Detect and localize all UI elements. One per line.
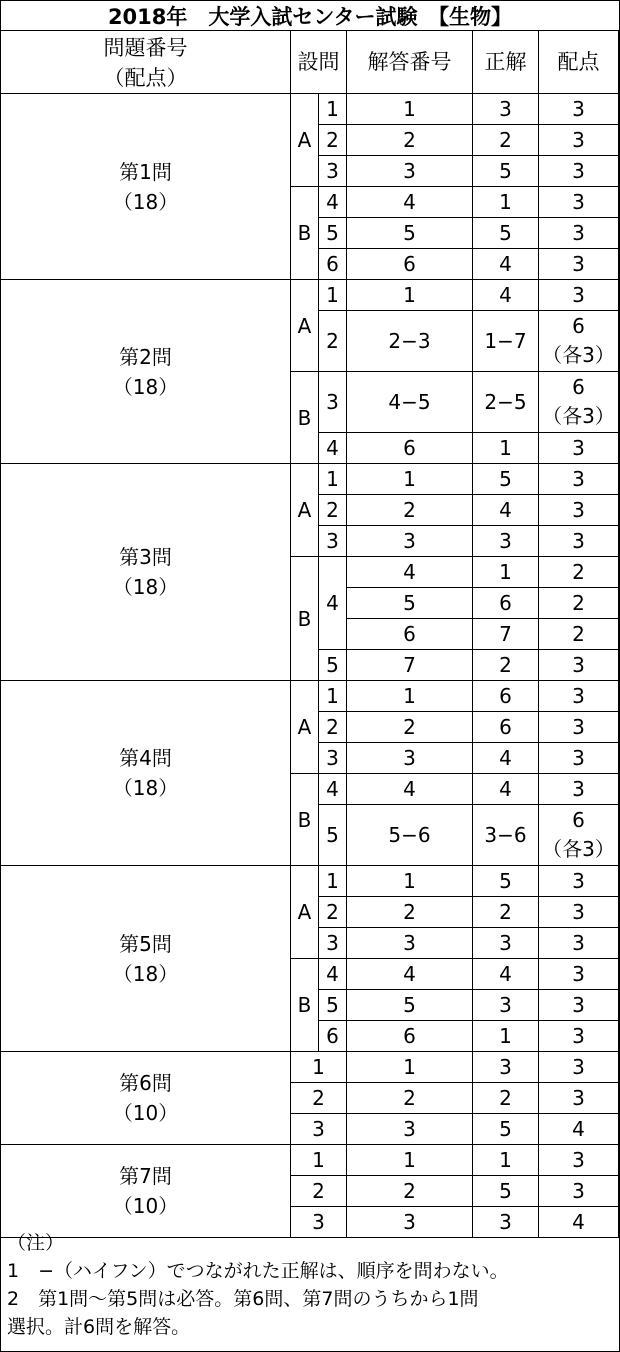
question-cell: 5 — [319, 650, 347, 681]
correct-answer-cell: 5 — [473, 1114, 539, 1145]
question-cell: 2 — [291, 1176, 347, 1207]
question-cell: 1 — [319, 866, 347, 897]
answer-number-cell: 4 — [347, 557, 473, 588]
correct-answer-cell: 3 — [473, 1207, 539, 1238]
correct-answer-cell: 1−7 — [473, 311, 539, 372]
section-label: 第7問 — [119, 1164, 172, 1188]
answer-number-cell: 1 — [347, 1052, 473, 1083]
section-cell — [1, 866, 291, 1052]
question-cell: 1 — [319, 280, 347, 311]
points-cell: 3 — [539, 897, 619, 928]
question-cell: 2 — [319, 125, 347, 156]
points-cell: 3 — [539, 249, 619, 280]
question-cell: 5 — [319, 805, 347, 866]
points-cell: 3 — [539, 681, 619, 712]
question-cell: 4 — [319, 433, 347, 464]
notes — [1, 1229, 619, 1341]
answer-number-cell: 3 — [347, 1114, 473, 1145]
points-cell: 4 — [539, 1114, 619, 1145]
answer-number-cell: 6 — [347, 1021, 473, 1052]
answer-number-cell: 2−3 — [347, 311, 473, 372]
correct-answer-cell: 4 — [473, 495, 539, 526]
points-cell: 3 — [539, 495, 619, 526]
question-cell: 1 — [319, 94, 347, 125]
points-cell: 3 — [539, 1083, 619, 1114]
question-cell: 5 — [319, 990, 347, 1021]
answer-number-cell: 2 — [347, 125, 473, 156]
points-cell: 2 — [539, 557, 619, 588]
section-points: （10） — [112, 1101, 179, 1125]
correct-answer-cell: 5 — [473, 866, 539, 897]
points-cell: 3 — [539, 526, 619, 557]
question-cell: 2 — [319, 311, 347, 372]
answer-number-cell: 4 — [347, 187, 473, 218]
section-cell — [1, 1145, 291, 1238]
group-cell: B — [291, 372, 319, 464]
correct-answer-cell: 1 — [473, 557, 539, 588]
header-haiten-paren: （配点） — [103, 66, 188, 90]
header-setsumon: 設問 — [291, 31, 347, 94]
correct-answer-cell: 6 — [473, 681, 539, 712]
group-cell: B — [291, 774, 319, 866]
points-cell: 3 — [539, 1176, 619, 1207]
note-2: 2 第1問〜第5問は必答。第6問、第7問のうちから1問 — [7, 1288, 479, 1310]
question-cell: 4 — [319, 187, 347, 218]
points-cell: 3 — [539, 774, 619, 805]
header-haiten: 配点 — [539, 31, 619, 94]
group-cell: A — [291, 94, 319, 187]
header-mondai-label: 問題番号 — [103, 36, 188, 60]
section-cell — [1, 94, 291, 280]
correct-answer-cell: 4 — [473, 280, 539, 311]
correct-answer-cell: 6 — [473, 588, 539, 619]
question-cell: 3 — [291, 1207, 347, 1238]
points-cell: 3 — [539, 1052, 619, 1083]
correct-answer-cell: 5 — [473, 1176, 539, 1207]
question-cell: 3 — [319, 526, 347, 557]
correct-answer-cell: 5 — [473, 156, 539, 187]
answer-number-cell: 2 — [347, 1083, 473, 1114]
section-points: （18） — [112, 374, 179, 399]
question-cell: 3 — [319, 156, 347, 187]
question-cell: 1 — [291, 1145, 347, 1176]
answer-number-cell: 2 — [347, 1176, 473, 1207]
question-cell: 4 — [319, 959, 347, 990]
correct-answer-cell: 1 — [473, 1145, 539, 1176]
points-cell: 3 — [539, 1145, 619, 1176]
points-cell: 3 — [539, 959, 619, 990]
section-points: （10） — [112, 1194, 179, 1218]
answer-number-cell: 2 — [347, 712, 473, 743]
points-cell: 3 — [539, 156, 619, 187]
correct-answer-cell: 3−6 — [473, 805, 539, 866]
answer-number-cell: 4 — [347, 774, 473, 805]
note-3: 選択。計6問を解答。 — [7, 1316, 191, 1338]
points-cell: 3 — [539, 990, 619, 1021]
answer-number-cell: 6 — [347, 619, 473, 650]
group-cell: A — [291, 866, 319, 959]
question-cell: 4 — [319, 557, 347, 650]
points-cell: 6 （各3） — [539, 311, 619, 372]
correct-answer-cell: 1 — [473, 187, 539, 218]
points-cell: 6 （各3） — [539, 372, 619, 433]
group-cell: B — [291, 557, 319, 681]
answer-number-cell: 1 — [347, 464, 473, 495]
points-cell: 4 — [539, 1207, 619, 1238]
correct-answer-cell: 2 — [473, 650, 539, 681]
group-cell: B — [291, 187, 319, 280]
answer-number-cell: 1 — [347, 1145, 473, 1176]
points-cell: 3 — [539, 712, 619, 743]
answer-number-cell: 3 — [347, 743, 473, 774]
question-cell: 3 — [319, 372, 347, 433]
correct-answer-cell: 3 — [473, 526, 539, 557]
correct-answer-cell: 7 — [473, 619, 539, 650]
answer-number-cell: 3 — [347, 1207, 473, 1238]
correct-answer-cell: 3 — [473, 94, 539, 125]
points-cell: 3 — [539, 280, 619, 311]
answer-number-cell: 1 — [347, 681, 473, 712]
section-label: 第5問 — [119, 931, 172, 956]
correct-answer-cell: 2 — [473, 125, 539, 156]
answer-number-cell: 4 — [347, 959, 473, 990]
points-cell: 3 — [539, 94, 619, 125]
points-cell: 3 — [539, 866, 619, 897]
answer-number-cell: 5 — [347, 990, 473, 1021]
points-cell: 3 — [539, 433, 619, 464]
group-cell: A — [291, 464, 319, 557]
question-cell: 2 — [319, 897, 347, 928]
question-cell: 3 — [319, 928, 347, 959]
header-kaito: 解答番号 — [347, 31, 473, 94]
question-cell: 2 — [291, 1083, 347, 1114]
correct-answer-cell: 3 — [473, 990, 539, 1021]
answer-number-cell: 2 — [347, 495, 473, 526]
points-cell: 3 — [539, 743, 619, 774]
question-cell: 5 — [319, 218, 347, 249]
correct-answer-cell: 2−5 — [473, 372, 539, 433]
question-cell: 4 — [319, 774, 347, 805]
points-cell: 3 — [539, 650, 619, 681]
points-cell: 3 — [539, 928, 619, 959]
correct-answer-cell: 4 — [473, 249, 539, 280]
answer-number-cell: 1 — [347, 866, 473, 897]
answer-number-cell: 7 — [347, 650, 473, 681]
question-cell: 1 — [319, 464, 347, 495]
section-label: 第2問 — [119, 344, 172, 369]
group-cell: B — [291, 959, 319, 1052]
answer-number-cell: 3 — [347, 928, 473, 959]
section-points: （18） — [112, 189, 179, 214]
answer-number-cell: 1 — [347, 280, 473, 311]
correct-answer-cell: 4 — [473, 774, 539, 805]
section-cell — [1, 464, 291, 681]
question-cell: 1 — [319, 681, 347, 712]
question-cell: 3 — [291, 1114, 347, 1145]
correct-answer-cell: 2 — [473, 1083, 539, 1114]
group-cell: A — [291, 681, 319, 774]
question-cell: 6 — [319, 249, 347, 280]
question-cell: 3 — [319, 743, 347, 774]
points-cell: 6 （各3） — [539, 805, 619, 866]
correct-answer-cell: 3 — [473, 928, 539, 959]
section-cell — [1, 681, 291, 866]
section-points: （18） — [112, 776, 179, 800]
section-label: 第3問 — [119, 545, 172, 569]
section-points: （18） — [112, 961, 179, 986]
correct-answer-cell: 4 — [473, 743, 539, 774]
answer-number-cell: 6 — [347, 433, 473, 464]
header-mondai — [1, 31, 291, 94]
section-points: （18） — [112, 575, 179, 599]
section-label: 第6問 — [119, 1071, 172, 1095]
section-cell — [1, 1052, 291, 1145]
group-cell: A — [291, 280, 319, 372]
header-seikai: 正解 — [473, 31, 539, 94]
question-cell: 2 — [319, 495, 347, 526]
section-label: 第1問 — [119, 159, 172, 184]
answer-number-cell: 3 — [347, 526, 473, 557]
answer-number-cell: 3 — [347, 156, 473, 187]
note-1: 1 −（ハイフン）でつながれた正解は、順序を問わない。 — [7, 1260, 509, 1282]
question-cell: 6 — [319, 1021, 347, 1052]
section-cell — [1, 280, 291, 464]
answer-number-cell: 5−6 — [347, 805, 473, 866]
points-cell: 3 — [539, 464, 619, 495]
points-cell: 2 — [539, 588, 619, 619]
correct-answer-cell: 5 — [473, 464, 539, 495]
question-cell: 1 — [291, 1052, 347, 1083]
question-cell: 2 — [319, 712, 347, 743]
correct-answer-cell: 6 — [473, 712, 539, 743]
page-title: 2018年 大学入試センター試験 【生物】 — [1, 1, 619, 31]
correct-answer-cell: 2 — [473, 897, 539, 928]
answer-number-cell: 4−5 — [347, 372, 473, 433]
section-label: 第4問 — [119, 746, 172, 770]
points-cell: 3 — [539, 1021, 619, 1052]
points-cell: 3 — [539, 125, 619, 156]
answer-number-cell: 5 — [347, 588, 473, 619]
points-cell: 2 — [539, 619, 619, 650]
correct-answer-cell: 1 — [473, 433, 539, 464]
correct-answer-cell: 4 — [473, 959, 539, 990]
answer-number-cell: 2 — [347, 897, 473, 928]
points-cell: 3 — [539, 187, 619, 218]
note-heading: （注） — [7, 1232, 65, 1254]
correct-answer-cell: 3 — [473, 1052, 539, 1083]
points-cell: 3 — [539, 218, 619, 249]
answer-number-cell: 6 — [347, 249, 473, 280]
correct-answer-cell: 5 — [473, 218, 539, 249]
answer-number-cell: 1 — [347, 94, 473, 125]
correct-answer-cell: 1 — [473, 1021, 539, 1052]
answer-number-cell: 5 — [347, 218, 473, 249]
